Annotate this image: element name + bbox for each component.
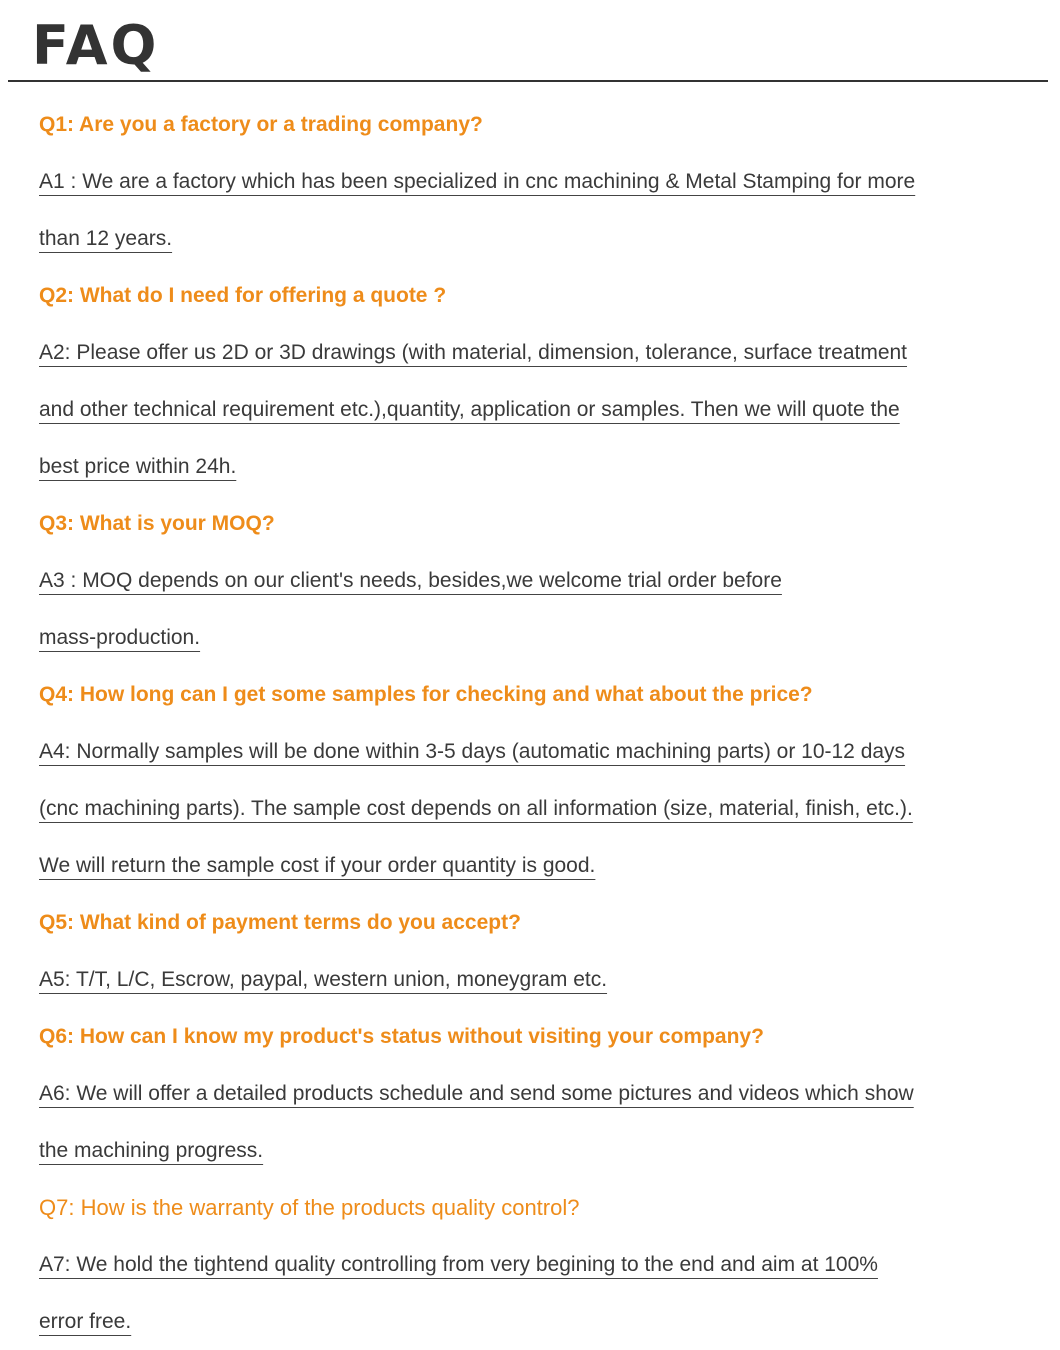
- faq-answer-2-line-2: and other technical requirement etc.),quantity, application or samples. Then we will quote the: [39, 398, 900, 421]
- faq-answer-4-line-1: A4: Normally samples will be done within 3-5 days (automatic machining parts) or 10-12 days: [39, 740, 906, 763]
- faq-answer-7-line-1: A7: We hold the tightend quality controlling from very begining to the end and aim at 100%: [39, 1253, 878, 1276]
- faq-answer-6-line-1: A6: We will offer a detailed products schedule and send some pictures and videos which show: [39, 1082, 914, 1105]
- faq-answer-4-line-2: (cnc machining parts). The sample cost depends on all information (size, material, finish, etc.).: [39, 797, 913, 820]
- faq-question-6: Q6: How can I know my product's status without visiting your company?: [39, 1025, 764, 1048]
- faq-question-3: Q3: What is your MOQ?: [39, 512, 275, 535]
- faq-answer-2-line-3: best price within 24h.: [39, 455, 237, 478]
- faq-answer-7-line-2: error free.: [39, 1310, 132, 1333]
- faq-question-1: Q1: Are you a factory or a trading company?: [39, 113, 483, 136]
- faq-answer-1-line-1: A1 : We are a factory which has been specialized in cnc machining & Metal Stamping for more: [39, 170, 916, 193]
- faq-answer-6-line-2: the machining progress.: [39, 1139, 264, 1162]
- faq-question-4: Q4: How long can I get some samples for checking and what about the price?: [39, 683, 813, 706]
- page-title: FAQ: [32, 14, 160, 77]
- faq-answer-1-line-2: than 12 years.: [39, 227, 173, 250]
- faq-question-5: Q5: What kind of payment terms do you accept?: [39, 911, 521, 934]
- faq-answer-5-line-1: A5: T/T, L/C, Escrow, paypal, western union, moneygram etc.: [39, 968, 608, 991]
- faq-answer-4-line-3: We will return the sample cost if your order quantity is good.: [39, 854, 596, 877]
- faq-answer-2-line-1: A2: Please offer us 2D or 3D drawings (with material, dimension, tolerance, surface treatment: [39, 341, 908, 364]
- faq-question-7: Q7: How is the warranty of the products quality control?: [39, 1195, 580, 1220]
- faq-question-2: Q2: What do I need for offering a quote ?: [39, 284, 447, 307]
- faq-answer-3-line-1: A3 : MOQ depends on our client's needs, besides,we welcome trial order before: [39, 569, 782, 592]
- faq-answer-3-line-2: mass-production.: [39, 626, 201, 649]
- title-divider: [8, 80, 1048, 82]
- faq-list: [39, 96, 1039, 1350]
